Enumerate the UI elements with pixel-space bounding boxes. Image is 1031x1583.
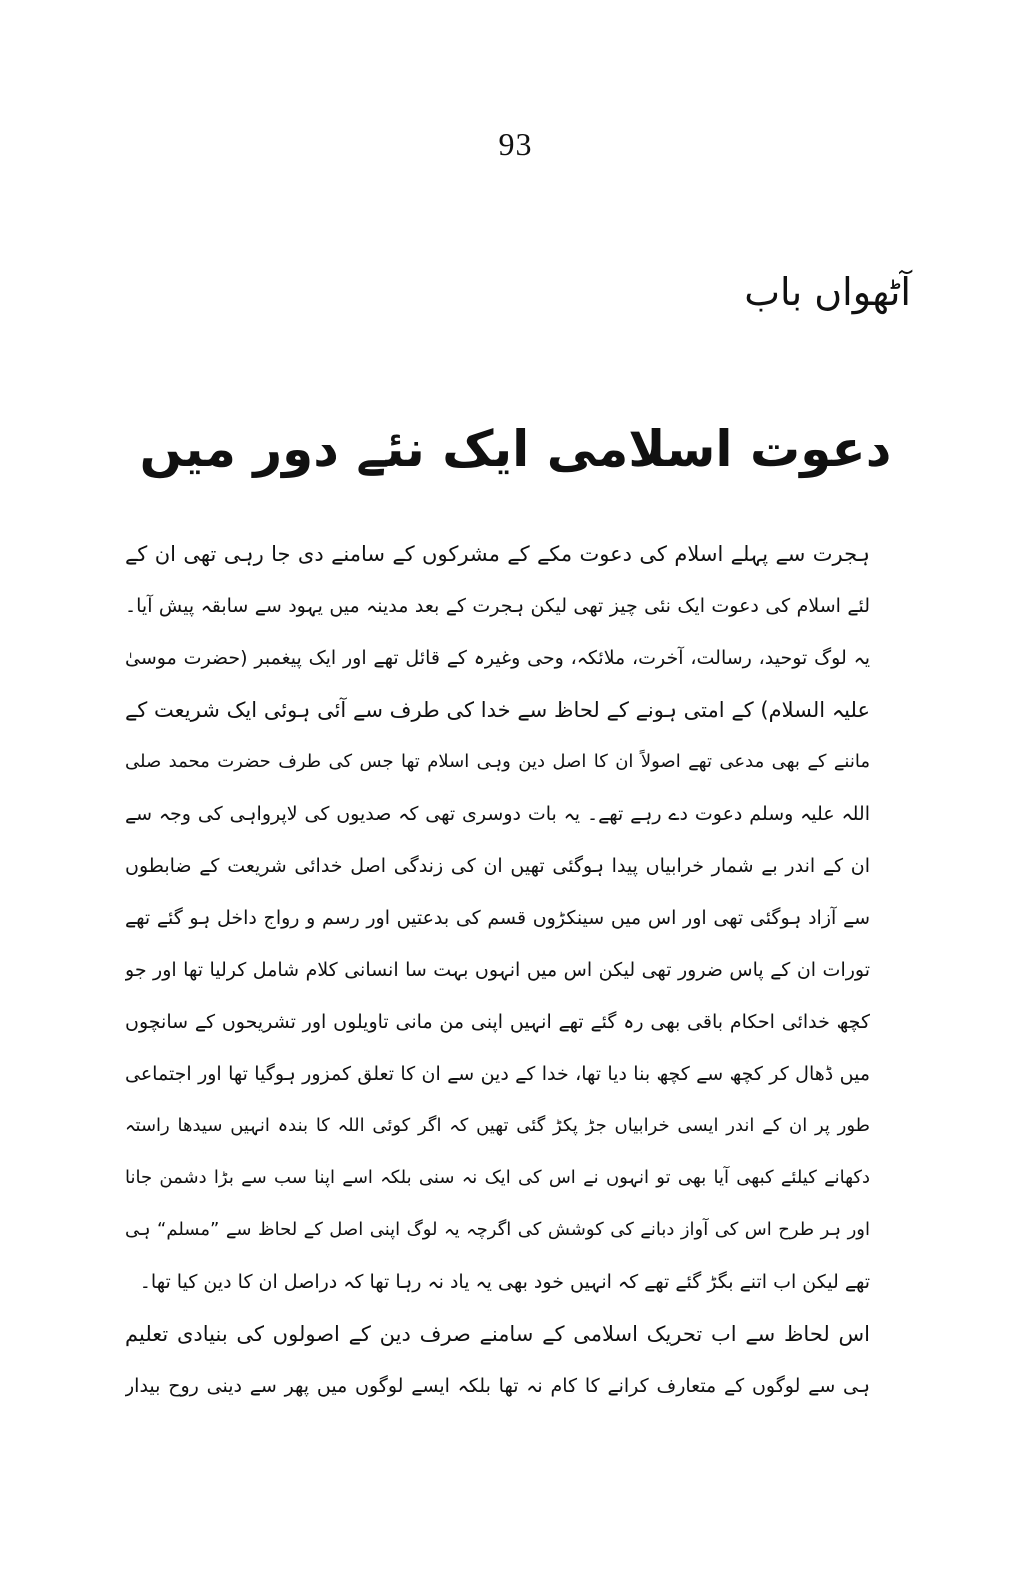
chapter-label: آٹھواں باب [744, 270, 911, 314]
text-line: ہجرت سے پہلے اسلام کی دعوت مکے کے مشرکوں کے سامنے دی جا رہی تھی ان کے [125, 542, 870, 566]
chapter-title: دعوت اسلامی ایک نئے دور میں [139, 420, 892, 478]
text-line: ان کے اندر بے شمار خرابیاں پیدا ہوگئی تھیں ان کی زندگی اصل خدائی شریعت کے ضابطوں [125, 855, 870, 877]
text-line: ہی سے لوگوں کے متعارف کرانے کا کام نہ تھا بلکہ ایسے لوگوں میں پھر سے دینی روح بیدار [125, 1375, 870, 1397]
body-text [125, 528, 870, 1412]
text-line: علیہ السلام) کے امتی ہونے کے لحاظ سے خدا کی طرف سے آئی ہوئی ایک شریعت کے [125, 698, 870, 722]
text-line: سے آزاد ہوگئی تھی اور اس میں سینکڑوں قسم کی بدعتیں اور رسم و رواج داخل ہو گئے تھے [125, 907, 870, 929]
text-line: اللہ علیہ وسلم دعوت دے رہے تھے۔ یہ بات دوسری تھی کہ صدیوں کی لاپرواہی کی وجہ سے [125, 803, 870, 825]
text-line: کچھ خدائی احکام باقی بھی رہ گئے تھے انہیں اپنی من مانی تاویلوں اور تشریحوں کے سانچوں [125, 1011, 870, 1033]
page-number: 93 [498, 126, 533, 162]
text-line: طور پر ان کے اندر ایسی خرابیاں جڑ پکڑ گئی تھیں کہ اگر کوئی اللہ کا بندہ انہیں سیدھا راستہ [125, 1115, 870, 1136]
text-line: میں ڈھال کر کچھ سے کچھ بنا دیا تھا، خدا کے دین سے ان کا تعلق کمزور ہوگیا تھا اور اجتماعی [125, 1063, 870, 1085]
text-line: تورات ان کے پاس ضرور تھی لیکن اس میں انہوں بہت سا انسانی کلام شامل کرلیا تھا اور جو [125, 959, 870, 981]
text-line: ماننے کے بھی مدعی تھے اصولاً ان کا اصل دین وہی اسلام تھا جس کی طرف حضرت محمد صلی [125, 751, 870, 772]
text-line: تھے لیکن اب اتنے بگڑ گئے تھے کہ انہیں خود بھی یہ یاد نہ رہا تھا کہ دراصل ان کا دین کیا تھا۔ [139, 1271, 870, 1293]
text-line: دکھانے کیلئے کبھی آیا بھی تو انہوں نے اس کی ایک نہ سنی بلکہ اسے اپنا سب سے بڑا دشمن جانا [125, 1167, 870, 1188]
text-line: یہ لوگ توحید، رسالت، آخرت، ملائکہ، وحی وغیرہ کے قائل تھے اور ایک پیغمبر (حضرت موسیٰ [125, 647, 870, 669]
text-line: اور ہر طرح اس کی آواز دبانے کی کوشش کی اگرچہ یہ لوگ اپنی اصل کے لحاظ سے ”مسلم“ ہی [125, 1219, 870, 1240]
text-line: اس لحاظ سے اب تحریک اسلامی کے سامنے صرف دین کے اصولوں کی بنیادی تعلیم [125, 1322, 870, 1346]
text-line: لئے اسلام کی دعوت ایک نئی چیز تھی لیکن ہجرت کے بعد مدینہ میں یہود سے سابقہ پیش آیا۔ [125, 595, 870, 617]
